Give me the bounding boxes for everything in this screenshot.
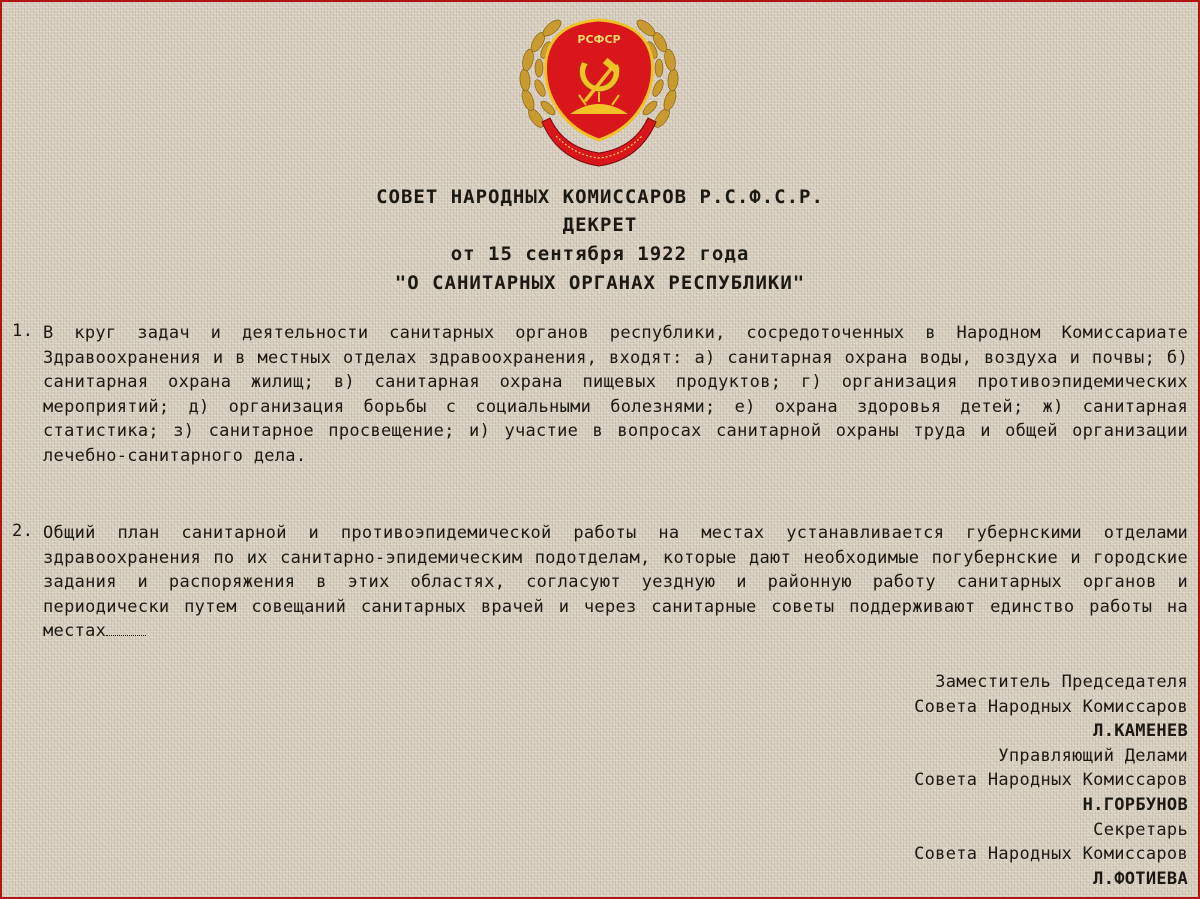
paragraph-number: 1.: [12, 321, 34, 341]
paragraph-2-text: Общий план санитарной и противоэпидемической работы на местах устанавливается губернскими отделами здравоохранения по их санитарно-эпидемическим подотделам, которые дают необходимые погубернские и городские задания и распоряжения в этих областях, согласуют уездную и районную работу санитарных органов и периодически путем совещаний санитарных врачей и через санитарные советы поддерживают единство работы на местах: [43, 523, 1188, 642]
paragraph-1: В круг задач и деятельности санитарных органов республики, сосредоточенных в Народном Комиссариате Здравоохранения и в местных отделах здравоохранения, входят: а) санитарная охрана воды, воздуха и почвы; б) санитарная охрана жилищ; в) санитарная охрана пищевых продуктов; г) организация противоэпидемических мероприятий; д) организация борьбы с социальными болезнями; е) охрана здоровья детей; ж) санитарная статистика; з) санитарное просвещение; и) участие в вопросах санитарной охраны труда и общей организации лечебно-санитарного дела.: [43, 323, 1188, 466]
emblem-top-text: РСФСР: [577, 33, 621, 46]
paragraph-2: [43, 521, 1188, 644]
signer-name: Н.ГОРБУНОВ: [1082, 794, 1188, 815]
signer-title: Совета Народных Комиссаров: [914, 770, 1188, 791]
paragraph-number: 2.: [12, 521, 34, 541]
signature-block: [914, 670, 1188, 891]
signer-title: Секретарь: [1093, 819, 1188, 840]
signer-name: Л.ФОТИЕВА: [1093, 868, 1188, 889]
signer-title: Совета Народных Комиссаров: [914, 844, 1188, 865]
document-type: ДЕКРЕТ: [562, 214, 638, 236]
rsfsr-coat-of-arms-icon: [508, 10, 690, 174]
coat-of-arms: [508, 10, 690, 174]
ellipsis-dots: [106, 627, 146, 636]
signer-title: Заместитель Председателя: [935, 672, 1188, 692]
document-date: от 15 сентября 1922 года: [450, 243, 750, 265]
issuer-title: СОВЕТ НАРОДНЫХ КОМИССАРОВ Р.С.Ф.С.Р.: [376, 186, 824, 208]
signer-title: Совета Народных Комиссаров: [914, 696, 1188, 717]
signer-title: Управляющий Делами: [998, 745, 1188, 766]
signer-name: Л.КАМЕНЕВ: [1093, 721, 1188, 742]
document-title: "О САНИТАРНЫХ ОРГАНАХ РЕСПУБЛИКИ": [394, 272, 806, 294]
